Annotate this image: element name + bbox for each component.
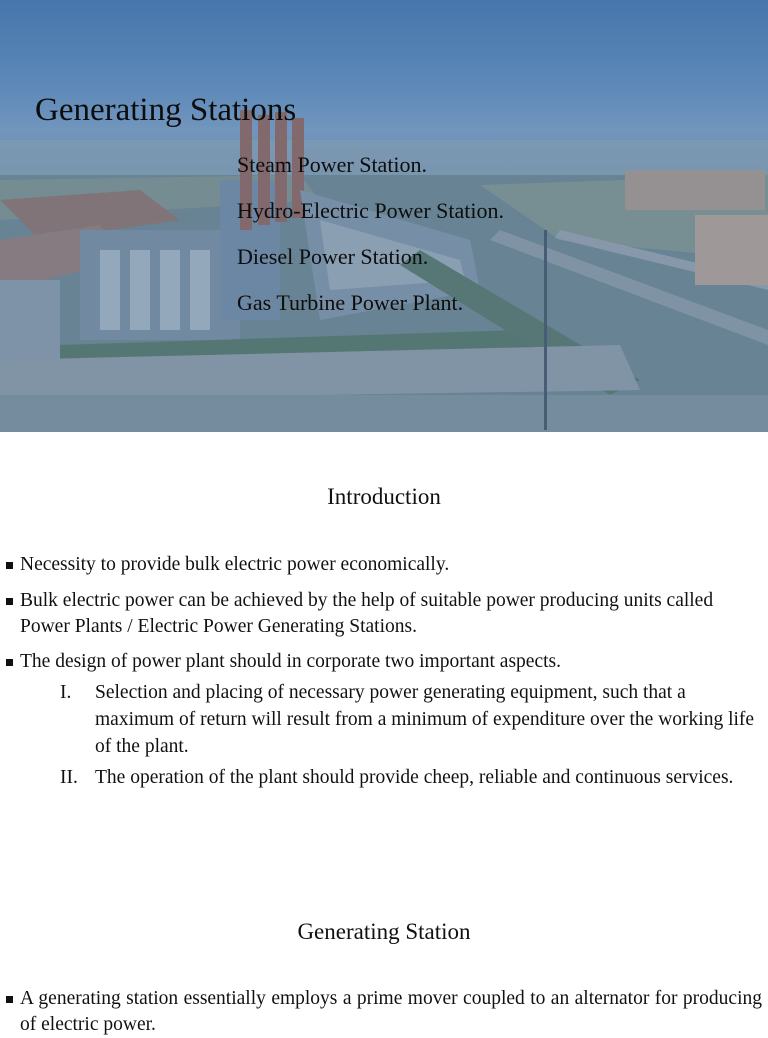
numbered-item: I. Selection and placing of necessary power generating equipment, such that a maximum of return will result from a minimum of expenditure over the working life of the plant.: [60, 679, 760, 760]
station-type-list: [237, 150, 504, 334]
slide-generating-station: [0, 902, 768, 1035]
bullet-square-icon: [6, 996, 13, 1003]
slide-title: Generating Station: [297, 919, 471, 944]
list-item: Gas Turbine Power Plant.: [237, 290, 464, 315]
bullet-square-icon: [6, 659, 13, 666]
list-item: Diesel Power Station.: [237, 244, 429, 269]
bullet-square-icon: [6, 562, 13, 569]
numbered-item: II. The operation of the plant should provide cheep, reliable and continuous services.: [60, 764, 760, 791]
bullet-item: Bulk electric power can be achieved by the help of suitable power producing units called Power Plants / Electric Power Generating Stations.: [6, 588, 758, 640]
item-number: II.: [60, 767, 78, 788]
slide-generating-stations: [0, 0, 768, 432]
list-item: Steam Power Station.: [237, 152, 428, 177]
bullet-item: Necessity to provide bulk electric power economically.: [6, 552, 758, 578]
bullet-item: The design of power plant should in corporate two important aspects.: [6, 649, 758, 675]
bullet-item: A generating station essentially employs a prime mover coupled to an alternator for producing of electric power.: [6, 986, 762, 1038]
slide-introduction: [0, 432, 768, 902]
list-item: Hydro-Electric Power Station.: [237, 198, 504, 223]
slide-title: Introduction: [327, 484, 441, 509]
slide-title: Generating Stations: [35, 92, 297, 128]
item-number: I.: [60, 682, 72, 703]
bullet-square-icon: [6, 598, 13, 605]
